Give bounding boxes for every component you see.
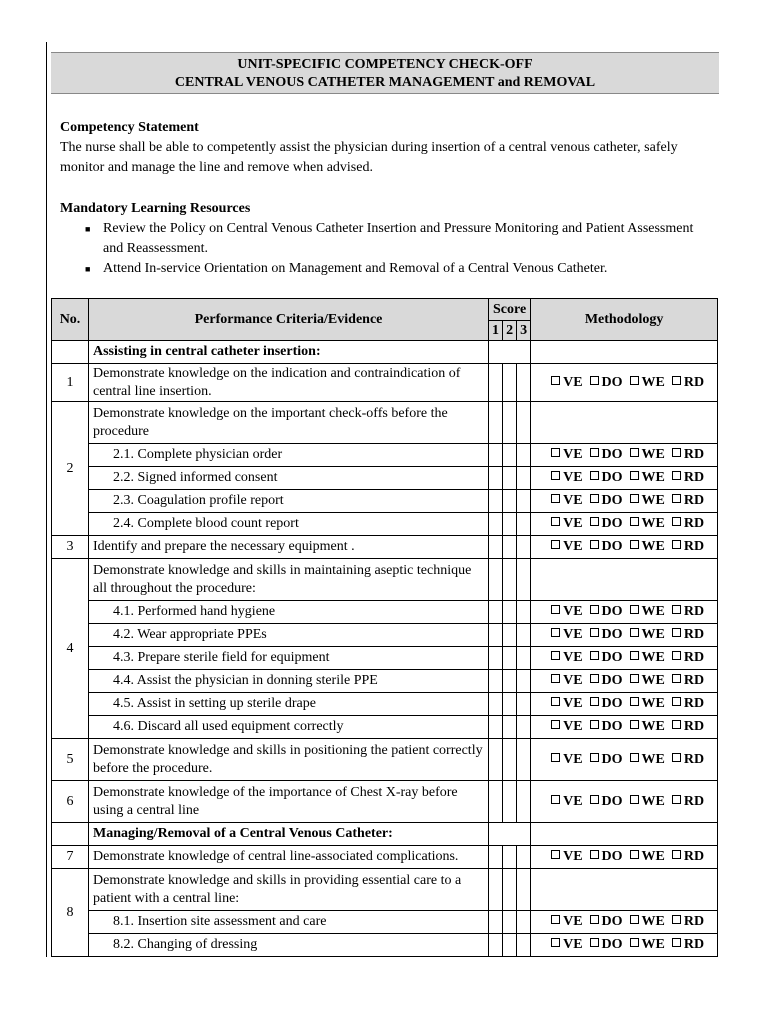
methodology-cell (531, 716, 718, 739)
score-cell-2[interactable] (503, 536, 517, 559)
method-label-do: DO (601, 849, 623, 864)
score-cell-3[interactable] (517, 739, 531, 781)
checkbox-we[interactable] (630, 720, 639, 729)
method-label-we: WE (641, 751, 665, 767)
row-number: 6 (52, 781, 89, 823)
method-label-rd: RD (683, 849, 705, 864)
method-label-ve: VE (563, 849, 583, 864)
section-row (52, 341, 718, 364)
methodology-cell (531, 846, 718, 869)
checkbox-rd[interactable] (672, 605, 681, 614)
method-label-ve: VE (563, 696, 583, 711)
score-cell-3[interactable] (517, 624, 531, 647)
resource-item: ■ Attend In-service Orientation on Management and Removal of a Central Venous Catheter. (103, 259, 710, 279)
row-number: 7 (52, 846, 89, 869)
criteria-text: Demonstrate knowledge of the importance of Chest X-ray before using a central line (89, 781, 489, 823)
checkbox-ve[interactable] (551, 850, 560, 859)
method-label-do: DO (601, 914, 623, 929)
method-label-do: DO (601, 627, 623, 642)
methodology-cell (531, 490, 718, 513)
score-cell-1[interactable] (489, 934, 503, 957)
checkbox-we[interactable] (630, 674, 639, 683)
methodology-cell (531, 934, 718, 957)
table-subrow (52, 513, 718, 536)
method-label-we: WE (641, 470, 665, 485)
score-cell-1[interactable] (489, 490, 503, 513)
checkbox-we[interactable] (630, 795, 639, 804)
method-label-rd: RD (683, 604, 705, 619)
section-title: Managing/Removal of a Central Venous Catheter: (89, 823, 489, 846)
method-label-rd: RD (683, 470, 705, 485)
table-row (52, 869, 718, 911)
header-score-1: 1 (489, 321, 503, 341)
method-label-do: DO (601, 937, 623, 952)
score-cell-1[interactable] (489, 536, 503, 559)
checkbox-do[interactable] (590, 494, 599, 503)
method-label-ve: VE (563, 493, 583, 508)
checkbox-rd[interactable] (672, 720, 681, 729)
score-cell-1[interactable] (489, 670, 503, 693)
checkbox-ve[interactable] (551, 540, 560, 549)
score-cell-2[interactable] (503, 444, 517, 467)
checkbox-we[interactable] (630, 651, 639, 660)
score-cell-3[interactable] (517, 601, 531, 624)
criteria-text: Identify and prepare the necessary equipment . (89, 536, 489, 559)
checkbox-do[interactable] (590, 753, 599, 762)
score-cell-3[interactable] (517, 364, 531, 402)
checkbox-we[interactable] (630, 376, 639, 385)
method-label-we: WE (641, 914, 665, 929)
table-row (52, 364, 718, 402)
checkbox-ve[interactable] (551, 674, 560, 683)
method-label-ve: VE (563, 719, 583, 734)
checkbox-do[interactable] (590, 628, 599, 637)
method-label-we: WE (641, 719, 665, 734)
methodology-cell (531, 601, 718, 624)
checkbox-rd[interactable] (672, 915, 681, 924)
score-cell-2[interactable] (503, 624, 517, 647)
table-row (52, 559, 718, 601)
table-row (52, 781, 718, 823)
row-number: 3 (52, 536, 89, 559)
table-subrow (52, 624, 718, 647)
checkbox-we[interactable] (630, 850, 639, 859)
method-label-ve: VE (563, 937, 583, 952)
checkbox-rd[interactable] (672, 674, 681, 683)
score-cell-2[interactable] (503, 693, 517, 716)
method-label-do: DO (601, 604, 623, 619)
checkbox-rd[interactable] (672, 471, 681, 480)
score-cell-3[interactable] (517, 781, 531, 823)
methodology-cell (531, 647, 718, 670)
method-label-rd: RD (683, 493, 705, 508)
score-cell-3[interactable] (517, 444, 531, 467)
table-row (52, 536, 718, 559)
checkbox-ve[interactable] (551, 915, 560, 924)
checkbox-rd[interactable] (672, 651, 681, 660)
checkbox-do[interactable] (590, 517, 599, 526)
left-margin-line (46, 42, 47, 957)
checkbox-ve[interactable] (551, 376, 560, 385)
method-label-ve: VE (563, 793, 583, 809)
method-label-ve: VE (563, 627, 583, 642)
score-cell-3[interactable] (517, 716, 531, 739)
score-cell-1[interactable] (489, 444, 503, 467)
sub-criteria-text: 4.4. Assist the physician in donning sterile PPE (89, 670, 489, 693)
checkbox-rd[interactable] (672, 376, 681, 385)
method-label-do: DO (601, 650, 623, 665)
checkbox-we[interactable] (630, 494, 639, 503)
checkbox-do[interactable] (590, 605, 599, 614)
score-cell-1[interactable] (489, 467, 503, 490)
checkbox-ve[interactable] (551, 494, 560, 503)
score-cell-2[interactable] (503, 739, 517, 781)
method-label-rd: RD (683, 627, 705, 642)
score-cell-2[interactable] (503, 781, 517, 823)
checkbox-rd[interactable] (672, 494, 681, 503)
criteria-text: Demonstrate knowledge of central line-associated complications. (89, 846, 489, 869)
table-subrow (52, 490, 718, 513)
criteria-text: Demonstrate knowledge and skills in providing essential care to a patient with a central line: (89, 869, 489, 911)
method-label-we: WE (641, 516, 665, 531)
table-row (52, 402, 718, 444)
method-label-ve: VE (563, 650, 583, 665)
score-cell-1[interactable] (489, 647, 503, 670)
sub-criteria-text: 8.2. Changing of dressing (89, 934, 489, 957)
method-label-we: WE (641, 849, 665, 864)
method-label-ve: VE (563, 914, 583, 929)
row-number: 8 (52, 869, 89, 957)
criteria-text: Demonstrate knowledge and skills in positioning the patient correctly before the procedure. (89, 739, 489, 781)
method-label-ve: VE (563, 751, 583, 767)
method-label-rd: RD (683, 650, 705, 665)
row-number: 1 (52, 364, 89, 402)
score-cell-2[interactable] (503, 364, 517, 402)
table-subrow (52, 467, 718, 490)
score-cell-3[interactable] (517, 513, 531, 536)
checkbox-ve[interactable] (551, 517, 560, 526)
method-label-ve: VE (563, 374, 583, 390)
row-number: 5 (52, 739, 89, 781)
method-label-rd: RD (683, 937, 705, 952)
method-label-do: DO (601, 696, 623, 711)
method-label-do: DO (601, 470, 623, 485)
title-line-1: UNIT-SPECIFIC COMPETENCY CHECK-OFF (237, 57, 533, 72)
score-cell-2[interactable] (503, 467, 517, 490)
checkbox-rd[interactable] (672, 517, 681, 526)
sub-criteria-text: 2.1. Complete physician order (89, 444, 489, 467)
bullet-icon: ■ (85, 224, 91, 234)
method-label-ve: VE (563, 516, 583, 531)
score-cell-2[interactable] (503, 934, 517, 957)
checkbox-we[interactable] (630, 605, 639, 614)
checkbox-do[interactable] (590, 651, 599, 660)
competency-statement (60, 118, 710, 178)
method-label-we: WE (641, 604, 665, 619)
checkbox-ve[interactable] (551, 651, 560, 660)
checkbox-do[interactable] (590, 938, 599, 947)
bullet-icon: ■ (85, 264, 91, 274)
method-label-do: DO (601, 516, 623, 531)
checkbox-do[interactable] (590, 795, 599, 804)
title-line-2: CENTRAL VENOUS CATHETER MANAGEMENT and REMOVAL (174, 75, 596, 90)
criteria-text: Demonstrate knowledge on the indication and contraindication of central line insertion. (89, 364, 489, 402)
score-cell-1[interactable] (489, 693, 503, 716)
score-cell-2[interactable] (503, 647, 517, 670)
score-cell-2[interactable] (503, 716, 517, 739)
sub-criteria-text: 4.1. Performed hand hygiene (89, 601, 489, 624)
sub-criteria-text: 2.2. Signed informed consent (89, 467, 489, 490)
table-row (52, 846, 718, 869)
method-label-rd: RD (683, 751, 705, 767)
checkbox-do[interactable] (590, 448, 599, 457)
checkbox-rd[interactable] (672, 938, 681, 947)
methodology-cell (531, 739, 718, 781)
score-cell-2[interactable] (503, 846, 517, 869)
section-row (52, 823, 718, 846)
method-label-we: WE (641, 493, 665, 508)
method-label-we: WE (641, 627, 665, 642)
score-cell-1[interactable] (489, 364, 503, 402)
checkbox-ve[interactable] (551, 938, 560, 947)
methodology-cell (531, 536, 718, 559)
score-cell-1[interactable] (489, 624, 503, 647)
sub-criteria-text: 8.1. Insertion site assessment and care (89, 911, 489, 934)
row-number: 2 (52, 402, 89, 536)
method-label-do: DO (601, 719, 623, 734)
score-cell-2[interactable] (503, 911, 517, 934)
methodology-cell (531, 911, 718, 934)
score-cell-1[interactable] (489, 716, 503, 739)
checkbox-rd[interactable] (672, 697, 681, 706)
checkbox-do[interactable] (590, 850, 599, 859)
methodology-cell (531, 444, 718, 467)
score-cell-3[interactable] (517, 536, 531, 559)
method-label-do: DO (601, 374, 623, 390)
section-title: Assisting in central catheter insertion: (89, 341, 489, 364)
score-cell-3[interactable] (517, 693, 531, 716)
table-subrow (52, 693, 718, 716)
header-no: No. (52, 299, 89, 341)
score-cell-3[interactable] (517, 647, 531, 670)
method-label-rd: RD (683, 696, 705, 711)
methodology-cell (531, 513, 718, 536)
checkbox-we[interactable] (630, 471, 639, 480)
competency-table (51, 298, 718, 957)
checkbox-ve[interactable] (551, 448, 560, 457)
methodology-cell (531, 624, 718, 647)
method-label-we: WE (641, 937, 665, 952)
checkbox-we[interactable] (630, 628, 639, 637)
method-label-we: WE (641, 673, 665, 688)
sub-criteria-text: 4.5. Assist in setting up sterile drape (89, 693, 489, 716)
resources-heading: Mandatory Learning Resources (60, 201, 251, 216)
checkbox-we[interactable] (630, 915, 639, 924)
sub-criteria-text: 4.2. Wear appropriate PPEs (89, 624, 489, 647)
table-subrow (52, 444, 718, 467)
score-cell-1[interactable] (489, 846, 503, 869)
checkbox-we[interactable] (630, 448, 639, 457)
method-label-rd: RD (683, 914, 705, 929)
header-score: Score (489, 299, 531, 321)
table-subrow (52, 601, 718, 624)
score-cell-1[interactable] (489, 911, 503, 934)
row-number: 4 (52, 559, 89, 739)
score-cell-3[interactable] (517, 911, 531, 934)
score-cell-3[interactable] (517, 846, 531, 869)
checkbox-do[interactable] (590, 674, 599, 683)
method-label-do: DO (601, 673, 623, 688)
score-cell-2[interactable] (503, 513, 517, 536)
method-label-do: DO (601, 493, 623, 508)
checkbox-we[interactable] (630, 517, 639, 526)
competency-text: The nurse shall be able to competently assist the physician during insertion of a central venous catheter, safely monitor and manage the line and remove when advised. (60, 140, 678, 175)
method-label-do: DO (601, 447, 623, 462)
method-label-we: WE (641, 650, 665, 665)
method-label-we: WE (641, 696, 665, 711)
sub-criteria-text: 2.4. Complete blood count report (89, 513, 489, 536)
resources-list (60, 219, 710, 279)
method-label-rd: RD (683, 516, 705, 531)
table-subrow (52, 934, 718, 957)
checkbox-rd[interactable] (672, 850, 681, 859)
header-criteria: Performance Criteria/Evidence (89, 299, 489, 341)
score-cell-1[interactable] (489, 739, 503, 781)
methodology-cell (531, 364, 718, 402)
table-subrow (52, 911, 718, 934)
checkbox-do[interactable] (590, 471, 599, 480)
method-label-rd: RD (683, 374, 705, 390)
checkbox-do[interactable] (590, 720, 599, 729)
score-cell-3[interactable] (517, 490, 531, 513)
method-label-ve: VE (563, 673, 583, 688)
method-label-we: WE (641, 447, 665, 462)
criteria-text: Demonstrate knowledge on the important check-offs before the procedure (89, 402, 489, 444)
document-title (51, 52, 719, 94)
competency-heading: Competency Statement (60, 120, 199, 135)
checkbox-ve[interactable] (551, 605, 560, 614)
score-cell-3[interactable] (517, 934, 531, 957)
method-label-rd: RD (683, 539, 705, 554)
score-cell-2[interactable] (503, 601, 517, 624)
score-cell-1[interactable] (489, 601, 503, 624)
checkbox-do[interactable] (590, 376, 599, 385)
score-cell-1[interactable] (489, 781, 503, 823)
sub-criteria-text: 2.3. Coagulation profile report (89, 490, 489, 513)
checkbox-ve[interactable] (551, 628, 560, 637)
checkbox-we[interactable] (630, 697, 639, 706)
method-label-rd: RD (683, 793, 705, 809)
method-label-rd: RD (683, 719, 705, 734)
checkbox-rd[interactable] (672, 448, 681, 457)
table-subrow (52, 716, 718, 739)
method-label-ve: VE (563, 447, 583, 462)
checkbox-do[interactable] (590, 697, 599, 706)
methodology-cell (531, 781, 718, 823)
table-header-row (52, 299, 718, 321)
checkbox-we[interactable] (630, 753, 639, 762)
method-label-do: DO (601, 539, 623, 554)
method-label-do: DO (601, 751, 623, 767)
table-row (52, 739, 718, 781)
score-cell-3[interactable] (517, 670, 531, 693)
methodology-cell (531, 467, 718, 490)
method-label-ve: VE (563, 470, 583, 485)
header-score-2: 2 (503, 321, 517, 341)
score-cell-3[interactable] (517, 467, 531, 490)
criteria-text: Demonstrate knowledge and skills in maintaining aseptic technique all throughout the procedure: (89, 559, 489, 601)
checkbox-rd[interactable] (672, 753, 681, 762)
checkbox-do[interactable] (590, 540, 599, 549)
checkbox-rd[interactable] (672, 540, 681, 549)
score-cell-1[interactable] (489, 513, 503, 536)
method-label-we: WE (641, 374, 665, 390)
methodology-cell (531, 670, 718, 693)
checkbox-do[interactable] (590, 915, 599, 924)
table-subrow (52, 647, 718, 670)
checkbox-we[interactable] (630, 540, 639, 549)
method-label-ve: VE (563, 604, 583, 619)
checkbox-ve[interactable] (551, 471, 560, 480)
header-methodology: Methodology (531, 299, 718, 341)
learning-resources (60, 199, 710, 279)
resource-item: ■ Review the Policy on Central Venous Catheter Insertion and Pressure Monitoring and Patient Assessment and Reassessment. (85, 221, 694, 256)
checkbox-ve[interactable] (551, 753, 560, 762)
method-label-we: WE (641, 539, 665, 554)
checkbox-ve[interactable] (551, 697, 560, 706)
score-cell-2[interactable] (503, 670, 517, 693)
checkbox-we[interactable] (630, 938, 639, 947)
checkbox-ve[interactable] (551, 795, 560, 804)
checkbox-ve[interactable] (551, 720, 560, 729)
table-subrow (52, 670, 718, 693)
methodology-cell (531, 693, 718, 716)
method-label-we: WE (641, 793, 665, 809)
checkbox-rd[interactable] (672, 795, 681, 804)
method-label-ve: VE (563, 539, 583, 554)
sub-criteria-text: 4.3. Prepare sterile field for equipment (89, 647, 489, 670)
sub-criteria-text: 4.6. Discard all used equipment correctly (89, 716, 489, 739)
method-label-do: DO (601, 793, 623, 809)
checkbox-rd[interactable] (672, 628, 681, 637)
header-score-3: 3 (517, 321, 531, 341)
method-label-rd: RD (683, 673, 705, 688)
method-label-rd: RD (683, 447, 705, 462)
score-cell-2[interactable] (503, 490, 517, 513)
